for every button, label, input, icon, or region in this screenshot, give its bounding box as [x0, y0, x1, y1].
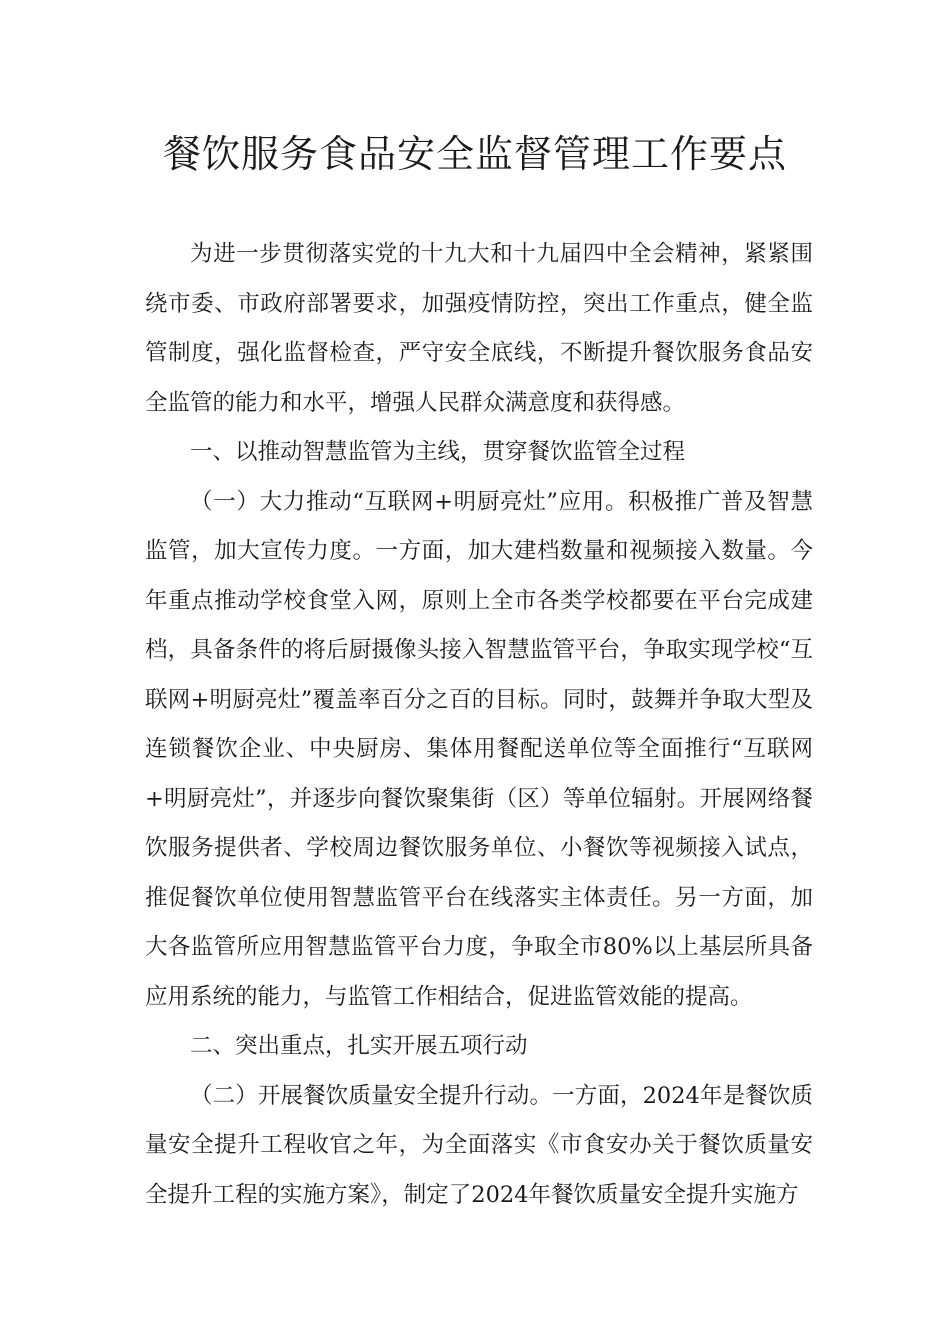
section-heading-2: 二、突出重点，扎实开展五项行动	[190, 1033, 528, 1059]
intro-paragraph: 为进一步贯彻落实党的十九大和十九届四中全会精神，紧紧围绕市委、市政府部署要求，加强疫情防控，突出工作重点，健全监管制度，强化监督检查，严守安全底线，不断提升餐饮服务食品安全监管的能力和水平，增强人民群众满意度和获得感。	[145, 241, 813, 416]
subsection-paragraph-1: （一）大力推动“互联网+明厨亮灶”应用。积极推广普及智慧监管，加大宣传力度。一方面，加大建档数量和视频接入数量。今年重点推动学校食堂入网，原则上全市各类学校都要在平台完成建档，具备条件的将后厨摄像头接入智慧监管平台，争取实现学校“互联网+明厨亮灶”覆盖率百分之百的目标。同时，鼓舞并争取大型及连锁餐饮企业、中央厨房、集体用餐配送单位等全面推行“互联网+明厨亮灶”，并逐步向餐饮聚集街（区）等单位辐射。开展网络餐饮服务提供者、学校周边餐饮服务单位、小餐饮等视频接入试点，推促餐饮单位使用智慧监管平台在线落实主体责任。另一方面，加大各监管所应用智慧监管平台力度，争取全市80%以上基层所具备应用系统的能力，与监管工作相结合，促进监管效能的提高。	[145, 488, 813, 1010]
document-body	[145, 230, 813, 1220]
document-title: 餐饮服务食品安全监督管理工作要点	[162, 132, 787, 176]
section-heading-1: 一、以推动智慧监管为主线，贯穿餐饮监管全过程	[190, 439, 686, 465]
subsection-paragraph-2: （二）开展餐饮质量安全提升行动。一方面，2024年是餐饮质量安全提升工程收官之年，为全面落实《市食安办关于餐饮质量安全提升工程的实施方案》，制定了2024年餐饮质量安全提升实施方	[145, 1082, 813, 1208]
